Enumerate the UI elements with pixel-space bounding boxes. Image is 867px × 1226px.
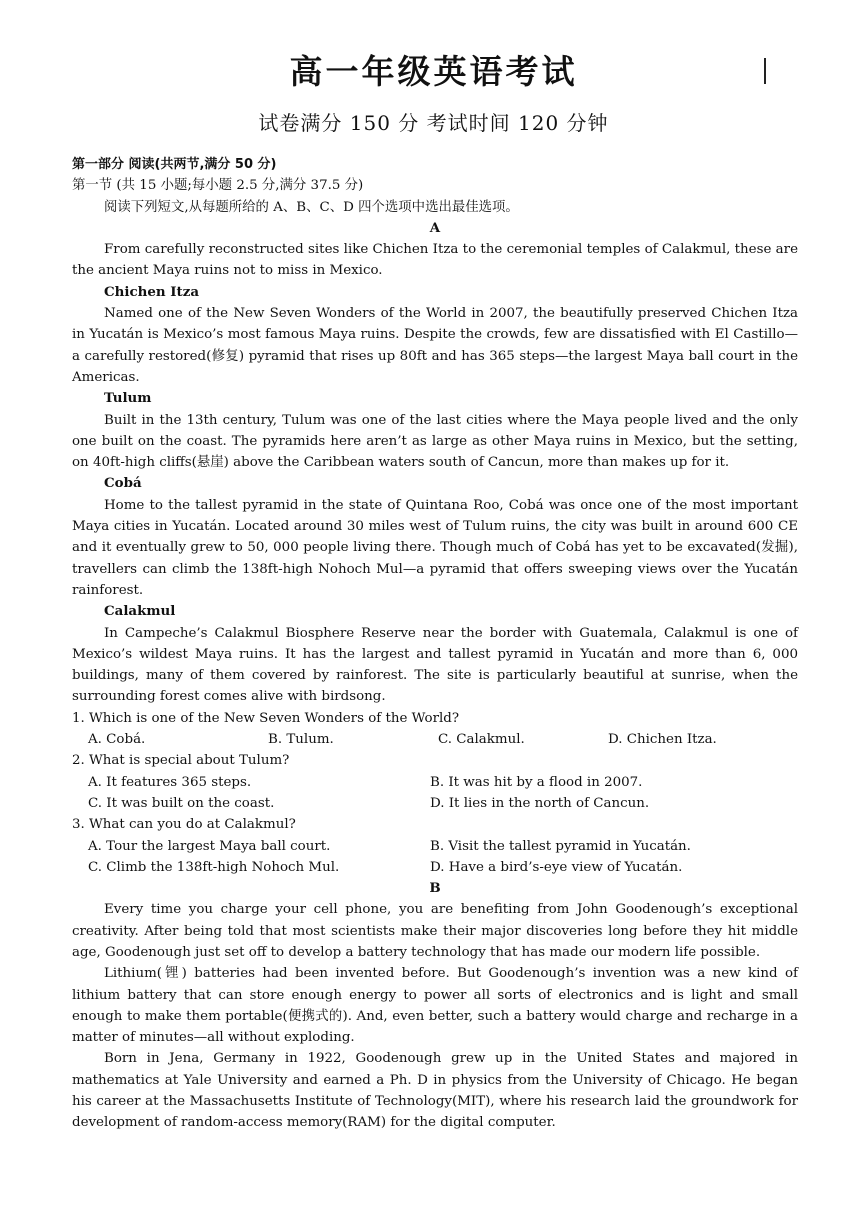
- option: D. It lies in the north of Cancun.: [430, 795, 650, 811]
- site-heading: Tulum: [104, 390, 152, 407]
- passage-intro: From carefully reconstructed sites like Chichen Itza to the ceremonial temples of Calakmul, these are the ancient Maya ruins not to miss in Mexico.: [72, 242, 798, 279]
- page-title: 高一年级英语考试: [289, 52, 578, 91]
- question-options: [72, 772, 798, 793]
- option: C. It was built on the coast.: [88, 795, 275, 811]
- question-stem: 3. What can you do at Calakmul?: [72, 817, 296, 833]
- option: A. Tour the largest Maya ball court.: [88, 838, 331, 854]
- exam-content: [72, 154, 798, 1134]
- question-options: [72, 836, 798, 857]
- site-heading: Cobá: [104, 475, 142, 492]
- site-paragraph: Named one of the New Seven Wonders of the World in 2007, the beautifully preserved Chichen Itza in Yucatán is Mexico’s most famous Maya ruins. Despite the crowds, few are dissatisfied with El Castillo—a carefully restored(修复) pyramid that rises up 80ft and has 365 steps—the largest Maya ball court in the Americas.: [72, 306, 798, 385]
- option: B. Tulum.: [268, 732, 334, 748]
- option: B. It was hit by a flood in 2007.: [430, 774, 643, 790]
- option: A. It features 365 steps.: [88, 774, 252, 790]
- site-paragraph: In Campeche’s Calakmul Biosphere Reserve near the border with Guatemala, Calakmul is one of Mexico’s wildest Maya ruins. It has the largest and tallest pyramid in Yucatán and more than 6, 000 buildings, many of them covered by rainforest. The site is particularly beautiful at sunrise, when the surrounding forest comes alive with birdsong.: [72, 625, 798, 705]
- question-options: [72, 857, 798, 878]
- question-stem: 1. Which is one of the New Seven Wonders of the World?: [72, 710, 460, 726]
- option: D. Chichen Itza.: [608, 732, 717, 748]
- option: B. Visit the tallest pyramid in Yucatán.: [430, 838, 691, 854]
- option: D. Have a bird’s-eye view of Yucatán.: [430, 859, 683, 875]
- passage-paragraph: Every time you charge your cell phone, you are benefiting from John Goodenough’s exceptional creativity. After being told that most scientists make their major discoveries long before they hit middle age, Goodenough just set off to develop a battery technology that has made our modern life possible.: [72, 902, 798, 960]
- section-heading: 第一节 (共 15 小题;每小题 2.5 分,满分 37.5 分): [72, 178, 364, 194]
- question-options: [72, 729, 798, 750]
- passage-paragraph: Born in Jena, Germany in 1922, Goodenough grew up in the United States and majored in mathematics at Yale University and earned a Ph. D in physics from the University of Chicago. He began his career at the Massachusetts Institute of Technology(MIT), where his research laid the groundwork for development of random-access memory(RAM) for the digital computer.: [72, 1051, 798, 1131]
- option: C. Calakmul.: [438, 732, 525, 748]
- question-options: [72, 793, 798, 814]
- option: A. Cobá.: [88, 732, 146, 748]
- option: C. Climb the 138ft-high Nohoch Mul.: [88, 859, 340, 875]
- passage-paragraph: Lithium(锂) batteries had been invented before. But Goodenough’s invention was a new kind of lithium battery that can store enough energy to power all sorts of electronics and is light and small enough to make them portable(便携式的). And, even better, such a battery would charge and recharge in a matter of minutes—all without exploding.: [72, 966, 798, 1046]
- passage-label-a: A: [429, 219, 441, 236]
- site-heading: Calakmul: [104, 603, 176, 620]
- part-heading: 第一部分 阅读(共两节,满分 50 分): [72, 157, 277, 172]
- site-paragraph: Home to the tallest pyramid in the state of Quintana Roo, Cobá was once one of the most important Maya cities in Yucatán. Located around 30 miles west of Tulum ruins, the city was built in around 600 CE and it eventually grew to 50, 000 people living there. Though much of Cobá has yet to be excavated(发掘), travellers can climb the 138ft-high Nohoch Mul—a pyramid that offers sweeping views over the Yucatán rainforest.: [72, 497, 798, 598]
- exam-info: 试卷满分 150 分 考试时间 120 分钟: [258, 111, 609, 135]
- question-stem: 2. What is special about Tulum?: [72, 753, 290, 769]
- site-paragraph: Built in the 13th century, Tulum was one of the last cities where the Maya people lived and the only one built on the coast. The pyramids here aren’t as large as other Maya ruins in Mexico, but the setting, on 40ft-high cliffs(悬崖) above the Caribbean waters south of Cancun, more than makes up for it.: [72, 412, 798, 471]
- passage-label-b: B: [429, 880, 441, 897]
- instruction: 阅读下列短文,从每题所给的 A、B、C、D 四个选项中选出最佳选项。: [104, 199, 519, 215]
- site-heading: Chichen Itza: [104, 283, 200, 300]
